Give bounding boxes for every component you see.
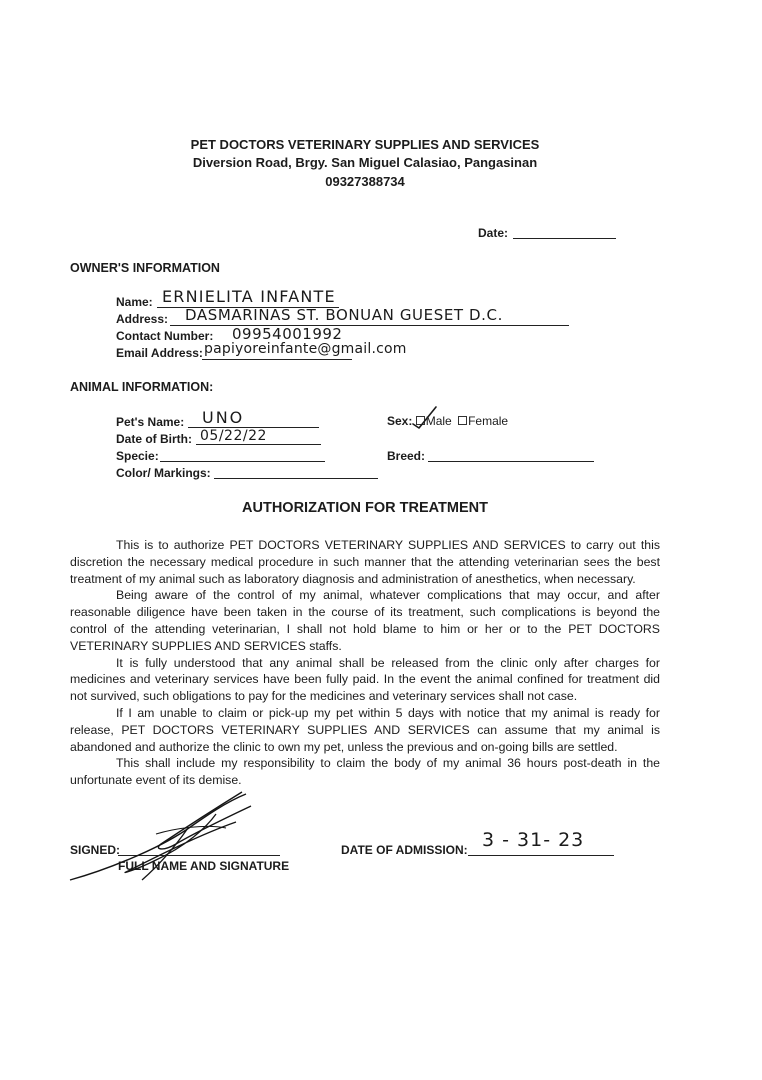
dob-label: Date of Birth: — [116, 432, 192, 446]
pet-name-label: Pet's Name: — [116, 415, 185, 429]
color-line — [214, 478, 378, 479]
authorization-paragraph: Being aware of the control of my animal, whatever complications that may occur, and after reasonable diligence have been taken in the course of its treatment, such complications is beyond the control of the attending veterinarian, I shall not hold blame to him or her or to the PET DOCTORS VETERINARY SUPPLIES AND SERVICES staffs. — [70, 588, 660, 653]
business-address: Diversion Road, Brgy. San Miguel Calasiao, Pangasinan — [192, 155, 538, 170]
dob-line — [196, 444, 321, 445]
male-checkmark-icon — [410, 404, 440, 430]
male-option-label: Male — [425, 414, 452, 428]
dob-value[interactable]: 05/22/22 — [200, 428, 267, 444]
pet-name-value[interactable]: UNO — [202, 408, 245, 427]
business-name: PET DOCTORS VETERINARY SUPPLIES AND SERVICES — [190, 137, 540, 152]
breed-line — [428, 461, 594, 462]
date-line — [513, 238, 616, 239]
female-option-label: Female — [468, 414, 509, 428]
authorization-paragraph: If I am unable to claim or pick-up my pet within 5 days with notice that my animal is ready for release, PET DOCTORS VETERINARY SUPPLIES AND SERVICES can assume that my animal is abandoned and authorize the clinic to own my pet, unless the previous and on-going bills are settled. — [70, 705, 660, 754]
admission-line — [468, 855, 614, 856]
sex-label: Sex: — [387, 414, 413, 428]
specie-line — [160, 461, 325, 462]
contact-label: Contact Number: — [116, 329, 214, 343]
authorization-paragraph: This shall include my responsibility to claim the body of my animal 36 hours post-death in the unfortunate event of its demise. — [70, 756, 660, 788]
signed-label: SIGNED: — [70, 843, 121, 857]
email-line — [202, 359, 352, 360]
business-phone: 09327388734 — [325, 174, 405, 189]
name-label: Name: — [116, 295, 153, 309]
color-label: Color/ Markings: — [116, 466, 211, 480]
authorization-paragraph: This is to authorize PET DOCTORS VETERINARY SUPPLIES AND SERVICES to carry out this discretion the necessary medical procedure in such manner that the attending veterinarian sees the best treatment of my animal such as laboratory diagnosis and administration of anesthetics, when necessary. — [70, 538, 660, 586]
animal-section-title: ANIMAL INFORMATION: — [70, 380, 214, 394]
date-label: Date: — [478, 226, 509, 240]
authorization-title: AUTHORIZATION FOR TREATMENT — [242, 500, 488, 516]
owner-section-title: OWNER'S INFORMATION — [70, 261, 220, 275]
name-value[interactable]: ERNIELITA INFANTE — [162, 287, 336, 306]
email-value[interactable]: papiyoreinfante@gmail.com — [204, 341, 407, 357]
address-value[interactable]: DASMARINAS ST. BONUAN GUESET D.C. — [185, 306, 503, 324]
signature-caption: FULL NAME AND SIGNATURE — [118, 859, 290, 873]
address-line — [170, 325, 569, 326]
female-checkbox[interactable] — [458, 416, 467, 425]
specie-label: Specie: — [116, 449, 159, 463]
admission-value[interactable]: 3 - 31- 23 — [482, 829, 585, 851]
breed-label: Breed: — [387, 449, 426, 463]
admission-label: DATE OF ADMISSION: — [341, 843, 468, 857]
authorization-paragraph: It is fully understood that any animal shall be released from the clinic only after charges for medicines and veterinary services have been fully paid. In the event the animal confined for treatment did not survived, such obligations to pay for the medicines and veterinary services shall not case. — [70, 655, 660, 704]
contact-value[interactable]: 09954001992 — [232, 325, 343, 343]
authorization-body — [70, 537, 660, 789]
address-label: Address: — [116, 312, 169, 326]
email-label: Email Address: — [116, 346, 203, 360]
handwritten-signature — [66, 788, 266, 884]
sex-field — [387, 414, 508, 428]
